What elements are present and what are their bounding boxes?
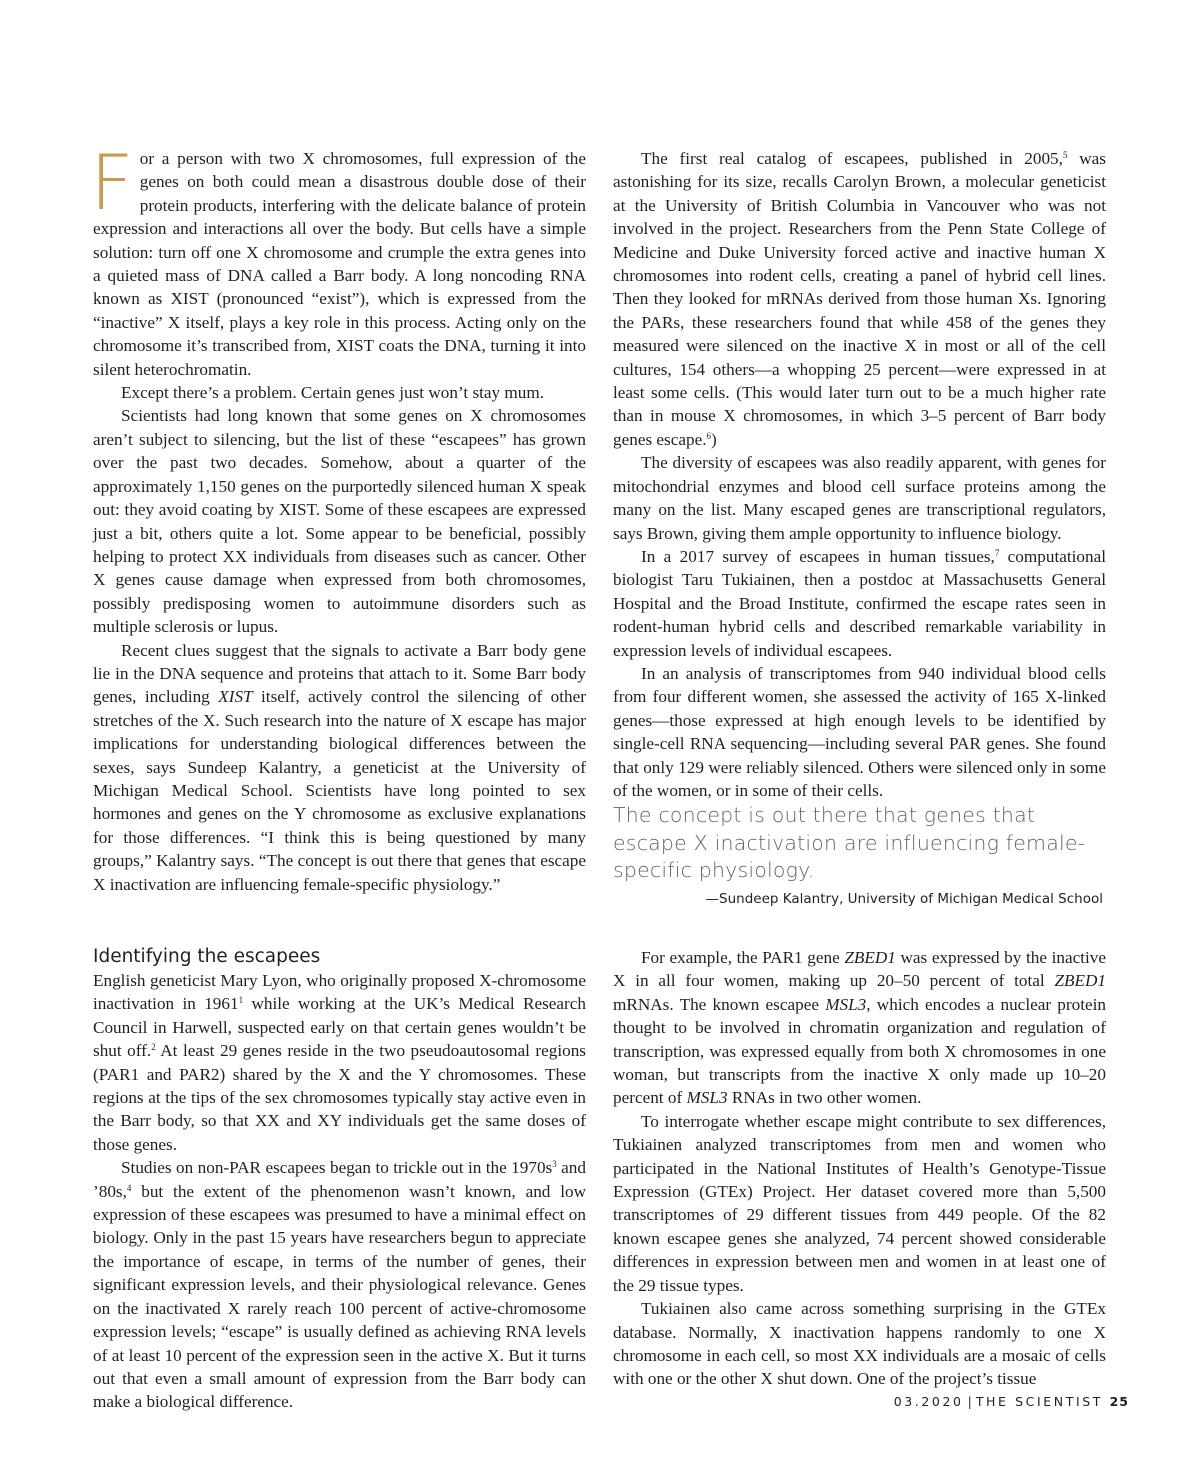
paragraph: Scientists had long known that some genes on X chromosomes aren’t subject to silencing, but the list of these “escapees” has grown over the past two decades. Somehow, about a quarter of the approximately 1,150 genes on the purportedly silenced human X speak out: they avoid coating by XIST. Some of these escapees are expressed just a bit, others quite a lot. Some appear to be beneficial, possibly helping to protect XX individuals from diseases such as cancer. Other X genes cause damage when expressed from both chromosomes, possibly predisposing women to autoimmune disorders such as multiple sclerosis or lupus.: [93, 406, 586, 637]
paragraph: The first real catalog of escapees, published in 2005,$^5$ was astonishing for its size, recalls Carolyn Brown, a molecular geneticist at the University of British Columbia in Vancouver who was not involved in the project. Researchers from the Penn State College of Medicine and Duke University forced active and inactive human X chromosomes into rodent cells, creating a panel of hybrid cell lines. Then they looked for mRNAs derived from those human Xs. Ignoring the PARs, these researchers found that while 458 of the genes they measured were silenced on the inactive X in most or all of the cell cultures, 154 others—a whopping 25 percent—were expressed in at least some cells. (This would later turn out to be a much higher rate than in mouse X chromosomes, in which 3–5 percent of Barr body genes escape.$^6$): [613, 149, 1106, 449]
right-column-top: [613, 147, 1106, 802]
paragraph: The diversity of escapees was also readily apparent, with genes for mitochondrial enzymes and blood cell surface proteins among the many on the list. Many escaped genes are transcriptional regulators, says Brown, giving them ample opportunity to influence biology.: [613, 453, 1106, 543]
paragraph: Tukiainen also came across something surprising in the GTEx database. Normally, X inactivation happens randomly to one X chromosome in each cell, so most XX individuals are a mosaic of cells with one or the other X shut down. One of the project’s tissue: [613, 1299, 1106, 1389]
pull-quote: [613, 802, 1113, 907]
citation: 4: [126, 1182, 132, 1193]
paragraph: For example, the PAR1 gene ZBED1 was expressed by the inactive X in all four women, making up 20–50 percent of total ZBED1 mRNAs. The known escapee MSL3, which encodes a nuclear protein thought to be involved in chromatin organization and regulation of transcription, was expressed equally from both X chromosomes in one woman, but transcripts from the inactive X only made up 10–20 percent of MSL3 RNAs in two other women.: [613, 948, 1106, 1108]
gene-name: ZBED1: [1054, 971, 1106, 991]
pull-quote-attribution: —Sundeep Kalantry, University of Michigan Medical School: [705, 890, 1103, 907]
page-footer: [894, 1394, 1129, 1409]
left-column-top: [90, 138, 587, 896]
citation: 3: [552, 1159, 557, 1170]
right-column-bottom: [613, 946, 1106, 1391]
pull-quote-text: The concept is out there that genes that escape X inactivation are influencing female-specific physiology.: [613, 803, 1086, 882]
paragraph: Except there’s a problem. Certain genes just won’t stay mum.: [121, 383, 545, 403]
gene-name: XIST: [218, 687, 253, 707]
gene-name: MSL3: [825, 994, 867, 1014]
intro-paragraph: [90, 138, 586, 381]
citation: 5: [1062, 150, 1068, 160]
paragraph: In a 2017 survey of escapees in human tissues,$^7$ computational biologist Taru Tukiainen, then a postdoc at Massachusetts General Hospital and the Broad Institute, confirmed the escape rates seen in rodent-human hybrid cells and described remarkable variability in expression levels of individual escapees.: [613, 546, 1107, 660]
gene-name: ZBED1: [844, 948, 896, 967]
citation: 2: [151, 1042, 156, 1053]
gene-name: MSL3: [686, 1088, 728, 1108]
page-number: 25: [1109, 1394, 1129, 1409]
citation: 6: [706, 430, 712, 441]
paragraph: Studies on non-PAR escapees began to trickle out in the $1970s^3$ and ’80s,$^4$ but the extent of the phenomenon wasn’t known, and low expression of these escapees was presumed to have a minimal effect on biology. Only in the past 15 years have researchers begun to appreciate the importance of escape, in terms of the number of genes, their significant expression levels, and their physiological relevance. Genes on the inactivated X rarely reach 100 percent of active-chromosome expression levels; “escape” is usually defined as achieving RNA levels of at least 10 percent of the expression seen in the active X. But it turns out that even a small amount of expression from the Barr body can make a biological difference.: [93, 1158, 586, 1412]
drop-cap: F: [90, 138, 134, 227]
footer-separator: |: [967, 1394, 972, 1409]
citation: 1: [238, 995, 244, 1006]
intro-text: or a person with two X chromosomes, full expression of the genes on both could mean a disastrous double dose of their protein products, interfering with the delicate balance of protein expression and interactions all over the body. But cells have a simple solution: turn off one X chromosome and crumple the extra genes into a quieted mass of DNA called a Barr body. A long noncoding RNA known as XIST (pronounced “exist”), which is expressed from the “inactive” X itself, plays a key role in this process. Acting only on the chromosome it’s transcribed from, XIST coats the DNA, turning it into silent heterochromatin.: [93, 149, 586, 379]
paragraph: In an analysis of transcriptomes from 940 individual blood cells from four different women, she assessed the activity of 165 X-linked genes—those expressed at high enough levels to be identified by single-cell RNA sequencing—including several PAR genes. She found that only 129 were reliably silenced. Others were silenced only in some of the women, or in some of their cells.: [613, 663, 1106, 800]
paragraph: To interrogate whether escape might contribute to sex differences, Tukiainen analyzed transcriptomes from men and women who participated in the National Institutes of Health’s Genotype-Tissue Expression (GTEx) Project. Her dataset covered more than 5,500 transcriptomes of 29 different tissues from 449 people. Of the 82 known escapee genes she analyzed, 74 percent showed considerable differences in expression between men and women in at least one of the 29 tissue types.: [613, 1111, 1106, 1295]
left-column-bottom: [93, 946, 586, 1414]
citation: 7: [994, 547, 1000, 558]
paragraph: English geneticist Mary Lyon, who originally proposed X-chromosome inactivation in 1961$^1$ while working at the UK’s Medical Research Council in Harwell, suspected early on that certain genes wouldn’t be shut off.$^2$ At least 29 genes reside in the two pseudoautosomal regions (PAR1 and PAR2) shared by the X and the Y chromosomes. These regions at the tips of the sex chromosomes typically stay active even in the Barr body, so that XX and XY individuals get the same doses of those genes.: [93, 971, 586, 1154]
paragraph: Recent clues suggest that the signals to activate a Barr body gene lie in the DNA sequence and proteins that attach to it. Some Barr body genes, including XIST itself, actively control the silencing of other stretches of the X. Such research into the nature of X escape has major implications for understanding biological differences between the sexes, says Sundeep Kalantry, a geneticist at the University of Michigan Medical School. Scientists have long pointed to sex hormones and genes on the Y chromosome as exclusive explanations for those differences. “I think this is being questioned by many groups,” Kalantry says. “The concept is out there that genes that escape X inactivation are influencing female-specific physiology.”: [93, 640, 587, 894]
section-heading: Identifying the escapees: [93, 946, 321, 967]
issue-date: 03.2020: [893, 1394, 964, 1409]
publication-name: THE SCIENTIST: [975, 1394, 1104, 1409]
